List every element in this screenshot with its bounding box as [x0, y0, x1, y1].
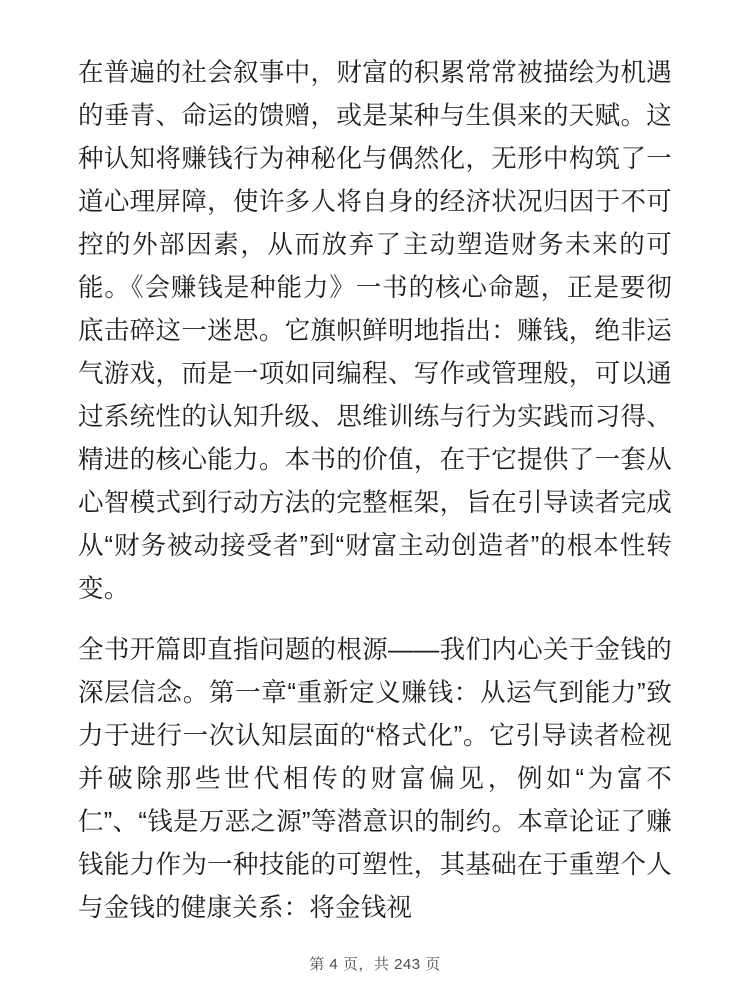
paragraph-1: 在普遍的社会叙事中，财富的积累常常被描绘为机遇的垂青、命运的馈赠，或是某种与生俱来的天赋。这种认知将赚钱行为神秘化与偶然化，无形中构筑了一道心理屏障，使许多人将自身的经济状况归因于不可控的外部因素，从而放弃了主动塑造财务未来的可能。《会赚钱是种能力》一书的核心命题，正是要彻底击碎这一迷思。它旗帜鲜明地指出：赚钱，绝非运气游戏，而是一项如同编程、写作或管理般，可以通过系统性的认知升级、思维训练与行为实践而习得、精进的核心能力。本书的价值，在于它提供了一套从心智模式到行动方法的完整框架，旨在引导读者完成从“财务被动接受者”到“财富主动创造者”的根本性转变。 — [78, 59, 672, 603]
page-indicator: 第 4 页，共 243 页 — [309, 956, 441, 973]
paragraph-2: 全书开篇即直指问题的根源——我们内心关于金钱的深层信念。第一章“重新定义赚钱：从运气到能力”致力于进行一次认知层面的“格式化”。它引导读者检视并破除那些世代相传的财富偏见，例如“为富不仁”、“钱是万恶之源”等潜意识的制约。本章论证了赚钱能力作为一种技能的可塑性，其基础在于重塑个人与金钱的健康关系：将金钱视 — [78, 636, 672, 922]
